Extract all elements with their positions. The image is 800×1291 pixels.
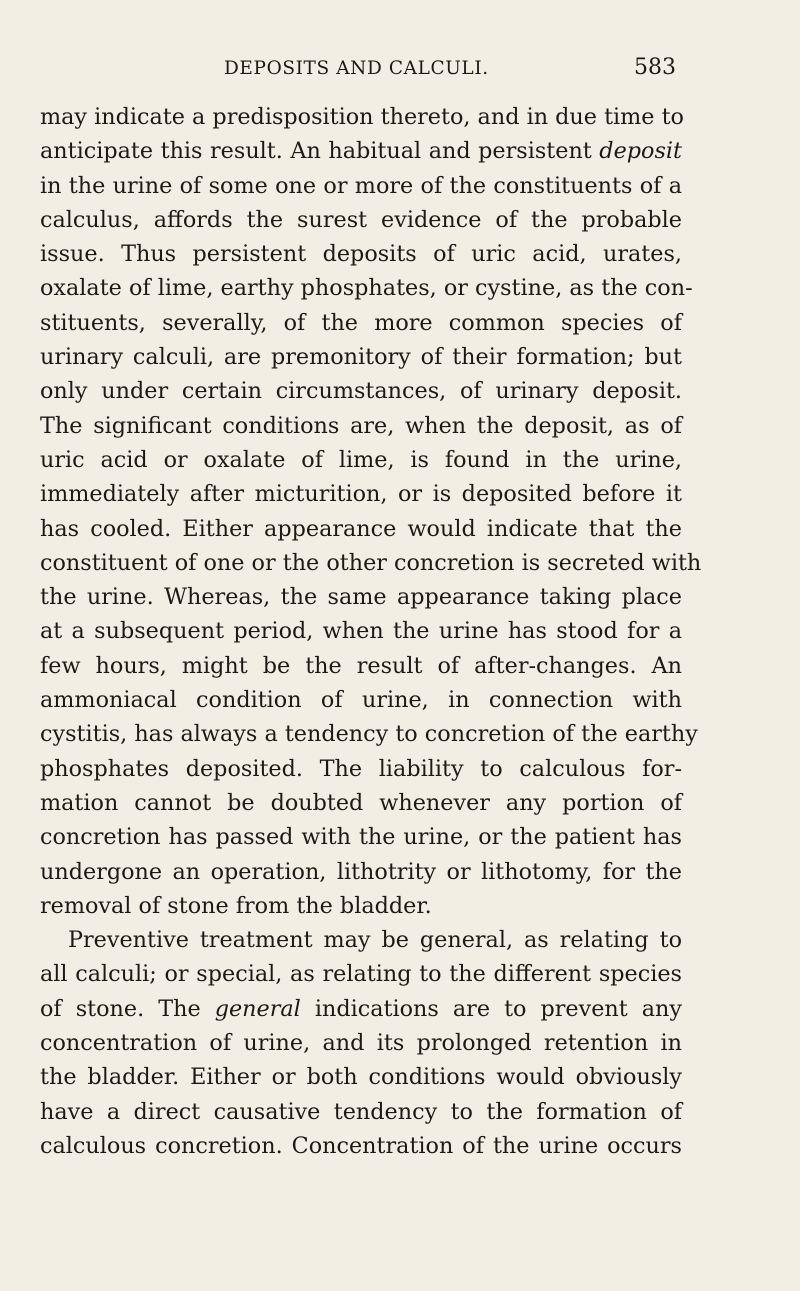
- text-line: [40, 134, 682, 168]
- text-line: [40, 992, 682, 1026]
- running-title: DEPOSITS AND CALCULI.: [224, 58, 489, 79]
- text-segment: anticipate this result. An habitual and persistent: [40, 138, 592, 165]
- text-line: urinary calculi, are premonitory of their formation; but: [40, 344, 682, 371]
- text-line: in the urine of some one or more of the constituents of a: [40, 172, 682, 199]
- text-line: calculous concretion. Concentration of the urine occurs: [40, 1132, 682, 1159]
- text-line: only under certain circumstances, of urinary deposit.: [40, 378, 682, 405]
- text-line: issue. Thus persistent deposits of uric acid, urates,: [40, 241, 682, 268]
- text-line: concentration of urine, and its prolonged retention in: [40, 1030, 682, 1057]
- text-segment: of stone. The: [40, 995, 201, 1022]
- text-line: all calculi; or special, as relating to the different species: [40, 961, 682, 988]
- text-line: oxalate of lime, earthy phosphates, or cystine, as the con-: [40, 275, 693, 302]
- italic-word: general: [214, 995, 301, 1022]
- text-line: stituents, severally, of the more common species of: [40, 309, 682, 336]
- text-line: the urine. Whereas, the same appearance taking place: [40, 584, 682, 611]
- text-line: immediately after micturition, or is deposited before it: [40, 481, 682, 508]
- text-line: The significant conditions are, when the deposit, as of: [40, 412, 682, 439]
- text-line: at a subsequent period, when the urine has stood for a: [40, 618, 682, 645]
- body-text: [40, 100, 702, 1163]
- italic-word: deposit: [599, 138, 682, 165]
- text-line: cystitis, has always a tendency to concretion of the earthy: [40, 721, 698, 748]
- text-line: calculus, affords the surest evidence of the probable: [40, 206, 682, 233]
- running-head: [0, 55, 800, 88]
- text-line: ammoniacal condition of urine, in connection with: [40, 687, 682, 714]
- text-line: may indicate a predisposition thereto, and in due time to: [40, 104, 684, 130]
- text-line: Preventive treatment may be general, as relating to: [68, 927, 682, 954]
- text-line: phosphates deposited. The liability to calculous for-: [40, 755, 682, 782]
- text-line: the bladder. Either or both conditions would obviously: [40, 1064, 682, 1091]
- page-number: 583: [634, 55, 676, 80]
- text-line: constituent of one or the other concretion is secreted with: [40, 549, 702, 576]
- text-line: undergone an operation, lithotrity or lithotomy, for the: [40, 858, 682, 885]
- text-line: uric acid or oxalate of lime, is found in the urine,: [40, 446, 682, 473]
- text-line: concretion has passed with the urine, or the patient has: [40, 824, 682, 851]
- text-segment: indications are to prevent any: [314, 995, 683, 1022]
- text-line: has cooled. Either appearance would indicate that the: [40, 515, 682, 542]
- text-line: few hours, might be the result of after-changes. An: [40, 652, 682, 679]
- text-line: have a direct causative tendency to the formation of: [40, 1098, 682, 1125]
- text-line: mation cannot be doubted whenever any portion of: [40, 789, 682, 816]
- text-line: removal of stone from the bladder.: [40, 892, 432, 919]
